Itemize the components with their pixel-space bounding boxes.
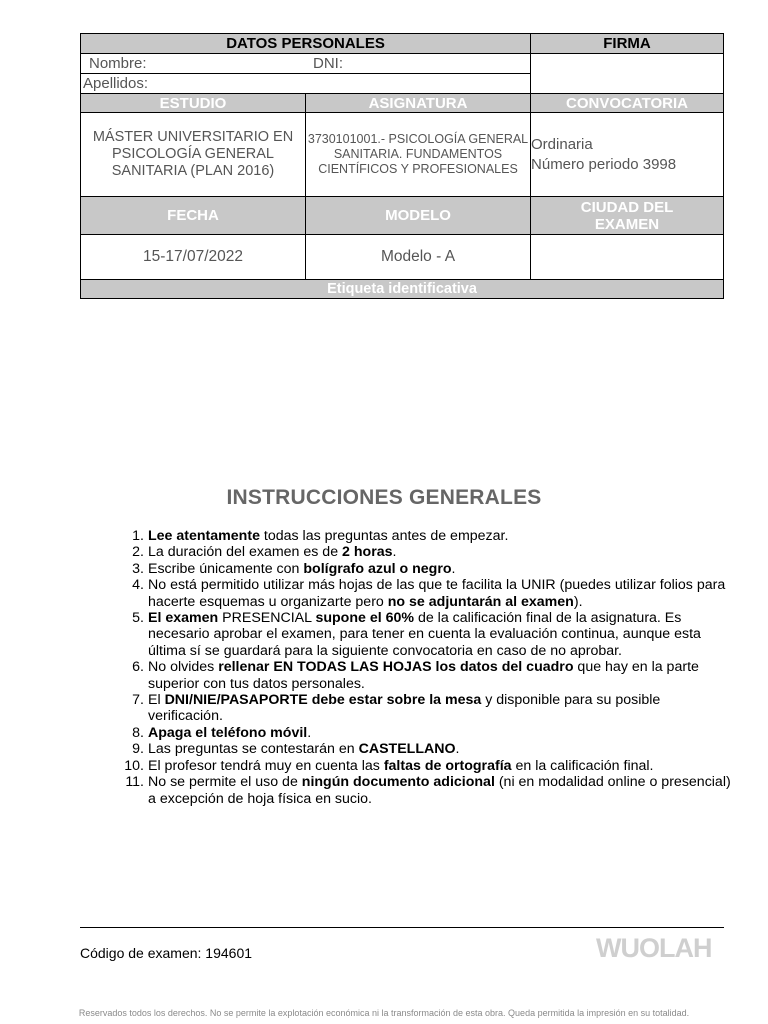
- ciudad-heading-line1: CIUDAD DEL: [580, 198, 674, 216]
- item-bold: ningún documento adicional: [301, 774, 495, 791]
- instructions-title: INSTRUCCIONES GENERALES: [226, 486, 542, 509]
- item-bold: faltas de ortografía: [383, 757, 512, 774]
- item-text: El: [148, 692, 165, 709]
- instruction-item: [122, 577, 732, 610]
- etiqueta-identificativa: Etiqueta identificativa: [81, 280, 724, 299]
- item-text: .: [307, 724, 312, 741]
- nombre-label: Nombre:: [89, 55, 147, 72]
- item-text: .: [392, 544, 397, 561]
- item-text: No se permite el uso de: [148, 774, 302, 791]
- ciudad-heading-line2: EXAMEN: [594, 215, 660, 233]
- item-number: 2.: [132, 544, 144, 561]
- exam-code: Código de examen: 194601: [80, 945, 253, 961]
- item-text: en la calificación final.: [511, 757, 654, 774]
- item-text: .: [451, 560, 456, 577]
- item-bold: DNI/NIE/PASAPORTE debe estar sobre la mesa: [164, 692, 482, 709]
- item-text: de la calificación final de la asignatura. Es necesario aprobar el examen, para tener en cuenta la evaluación continua, aunque esta última sí se guardará para la siguiente convocatoria en caso de no aprobar.: [148, 610, 701, 659]
- estudio-value: MÁSTER UNIVERSITARIO EN PSICOLOGÍA GENERAL SANITARIA (PLAN 2016): [81, 113, 306, 197]
- item-text: todas las preguntas antes de empezar.: [259, 528, 509, 544]
- modelo-heading: MODELO: [306, 197, 531, 235]
- instruction-item: [122, 692, 732, 725]
- dni-label: DNI:: [313, 55, 343, 72]
- firma-heading: FIRMA: [531, 34, 724, 54]
- asignatura-heading: ASIGNATURA: [306, 94, 531, 113]
- estudio-heading: ESTUDIO: [81, 94, 306, 113]
- item-bold: no se adjuntarán al examen: [387, 593, 574, 610]
- rights-notice: Reservados todos los derechos. No se permite la explotación económica ni la transformación de esta obra. Queda permitida la impresión en su totalidad.: [78, 1008, 690, 1018]
- item-number: 3.: [132, 560, 144, 577]
- apellidos-label: Apellidos:: [83, 75, 149, 92]
- item-bold: Apaga el teléfono móvil: [148, 724, 308, 741]
- instruction-item: [122, 561, 732, 577]
- wuolah-logo: WUOLAH: [596, 933, 712, 963]
- footer-divider: [80, 927, 724, 928]
- apellidos-field: [81, 74, 531, 94]
- instruction-item: [122, 725, 732, 741]
- item-text: No olvides: [148, 659, 219, 676]
- instruction-item: [122, 528, 732, 544]
- nombre-dni-field: [81, 54, 531, 74]
- item-bold: rellenar EN TODAS LAS HOJAS los datos del cuadro: [218, 659, 574, 676]
- exam-header-table: [80, 33, 724, 299]
- item-bold: Lee atentamente: [148, 528, 260, 544]
- instruction-item: [122, 741, 732, 757]
- convocatoria-value: [531, 113, 724, 197]
- modelo-value: Modelo - A: [306, 235, 531, 280]
- item-text: que hay en la parte superior con tus datos personales.: [148, 659, 699, 692]
- instruction-item: [122, 544, 732, 560]
- item-bold: supone el 60%: [315, 610, 415, 627]
- item-text: y disponible para su posible verificación.: [148, 692, 661, 725]
- item-number: 10.: [124, 757, 144, 774]
- item-text: No está permitido utilizar más hojas de las que te facilita la UNIR (puedes utilizar folios para hacerte esquemas u organizarte pero: [148, 577, 726, 610]
- datos-personales-heading: DATOS PERSONALES: [81, 34, 531, 54]
- item-text: La duración del examen es de: [148, 544, 343, 561]
- item-bold: El examen: [148, 610, 219, 627]
- item-text: El profesor tendrá muy en cuenta las: [148, 757, 384, 774]
- instruction-item: [122, 659, 732, 692]
- ciudad-value: [531, 235, 724, 280]
- item-number: 6.: [132, 659, 144, 676]
- item-number: 9.: [132, 741, 144, 758]
- convocatoria-type: Ordinaria: [531, 135, 593, 153]
- fecha-value: 15-17/07/2022: [81, 235, 306, 280]
- item-number: 11.: [125, 774, 144, 791]
- convocatoria-periodo: Número periodo 3998: [531, 155, 677, 173]
- asignatura-value: 3730101001.- PSICOLOGÍA GENERAL SANITARIA. FUNDAMENTOS CIENTÍFICOS Y PROFESIONALES: [306, 113, 531, 197]
- item-bold: bolígrafo azul o negro: [303, 560, 452, 577]
- item-bold: CASTELLANO: [358, 741, 456, 758]
- item-text: ).: [573, 593, 583, 610]
- item-number: 8.: [132, 724, 144, 741]
- item-text: (ni en modalidad online o presencial) a excepción de hoja física en sucio.: [148, 774, 731, 807]
- item-number: 7.: [132, 692, 144, 709]
- item-text: .: [455, 741, 460, 758]
- item-text: PRESENCIAL: [218, 610, 316, 627]
- fecha-heading: FECHA: [81, 197, 306, 235]
- ciudad-heading: [531, 197, 724, 235]
- item-text: Las preguntas se contestarán en: [148, 741, 359, 758]
- instruction-item: [122, 774, 732, 807]
- item-text: Escribe únicamente con: [148, 560, 304, 577]
- item-number: 5.: [132, 610, 144, 627]
- instruction-item: [122, 758, 732, 774]
- item-number: 4.: [132, 577, 144, 594]
- convocatoria-heading: CONVOCATORIA: [531, 94, 724, 113]
- instruction-item: [122, 610, 732, 659]
- instructions-list: [122, 528, 732, 807]
- item-bold: 2 horas: [342, 544, 393, 561]
- firma-box: [531, 54, 724, 94]
- item-number: 1.: [132, 528, 144, 544]
